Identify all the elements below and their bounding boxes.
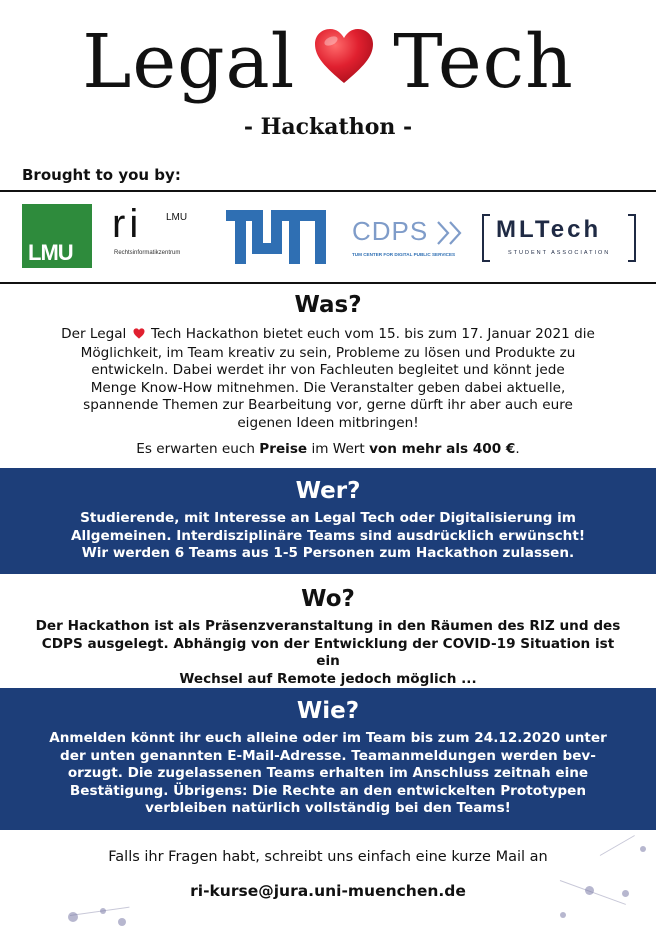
section-was-prizes <box>0 441 656 459</box>
was-text-start: Der Legal <box>61 326 127 342</box>
riz-logo-caption: Rechtsinformatikzentrum <box>114 250 181 256</box>
section-wie-text <box>0 730 656 818</box>
prizes-text-e: . <box>515 440 520 457</box>
cdps-logo-text: CDPS <box>352 216 429 246</box>
prizes-text-a: Es erwarten euch <box>136 440 260 457</box>
section-wie <box>0 688 656 830</box>
title-tech: Tech <box>393 19 574 105</box>
section-wer-heading: Wer? <box>295 478 361 504</box>
section-was <box>0 290 656 458</box>
title-legal: Legal <box>82 19 296 105</box>
lmu-logo-text: LMU <box>28 240 73 265</box>
lmu-logo <box>22 204 92 268</box>
wie-text-line3: orzugt. Die zugelassenen Teams erhalten im Anschluss zeitnah eine <box>67 765 589 782</box>
mltech-logo-caption: STUDENT ASSOCIATION <box>508 250 611 256</box>
was-text-line5: spannende Themen zur Bearbeitung vor, gerne dürft ihr aber auch eure <box>83 397 573 414</box>
wie-text-line1: Anmelden könnt ihr euch alleine oder im Team bis zum 24.12.2020 unter <box>49 730 607 746</box>
riz-logo-sup: LMU <box>166 212 188 223</box>
was-text-line2: Möglichkeit, im Team kreativ zu sein, Probleme zu lösen und Produkte zu <box>80 344 576 361</box>
section-wo-text <box>0 618 656 688</box>
divider-top <box>0 190 656 192</box>
section-was-heading: Was? <box>294 292 362 318</box>
wo-text-line1: Der Hackathon ist als Präsenzveranstaltung in den Räumen des RIZ und des <box>35 618 621 634</box>
heart-icon-small <box>133 327 145 345</box>
tum-logo <box>226 210 326 264</box>
riz-logo <box>112 202 202 266</box>
divider-bottom <box>0 282 656 284</box>
wie-text-line4: Bestätigung. Übrigens: Die Rechte an den entwickelten Prototypen <box>69 782 587 799</box>
sponsors-label: Brought to you by: <box>22 166 181 184</box>
wer-text-line2: Allgemeinen. Interdisziplinäre Teams sind ausdrücklich erwünscht! <box>70 527 586 544</box>
section-wo <box>0 584 656 688</box>
wo-text-line2: CDPS ausgelegt. Abhängig von der Entwicklung der COVID-19 Situation ist ein <box>41 635 615 670</box>
prizes-text-b: Preise <box>259 440 308 457</box>
section-was-text <box>0 326 656 433</box>
wo-text-line3: Wechsel auf Remote jedoch möglich ... <box>179 670 477 687</box>
wie-text-line2: der unten genannten E-Mail-Adresse. Teamanmeldungen werden bev- <box>60 747 596 764</box>
riz-logo-text: ri <box>112 202 143 246</box>
section-wo-heading: Wo? <box>301 586 355 612</box>
wer-text-line1: Studierende, mit Interesse an Legal Tech oder Digitalisierung im <box>80 510 576 526</box>
mltech-bracket-right <box>628 214 636 262</box>
poster-subtitle: - Hackathon - <box>243 114 413 140</box>
section-wer-text <box>0 510 656 563</box>
cdps-chevron-icon <box>436 220 466 246</box>
wer-text-line3: Wir werden 6 Teams aus 1-5 Personen zum Hackathon zulassen. <box>81 545 575 562</box>
was-text-line6: eigenen Ideen mitbringen! <box>237 414 419 431</box>
section-wer <box>0 468 656 574</box>
cdps-logo-caption: TUM CENTER FOR DIGITAL PUBLIC SERVICES <box>352 252 456 257</box>
was-text-line1: Tech Hackathon bietet euch vom 15. bis zum 17. Januar 2021 die <box>150 326 595 342</box>
mltech-logo <box>482 214 636 264</box>
cdps-logo <box>352 216 467 266</box>
sponsor-logos <box>0 196 656 280</box>
prizes-text-c: im Wert <box>307 440 370 457</box>
mltech-logo-text: MLTech <box>496 216 602 243</box>
prizes-text-d: von mehr als 400 € <box>369 440 516 457</box>
heart-icon <box>313 12 375 108</box>
contact-email-link[interactable]: ri-kurse@jura.uni-muenchen.de <box>190 882 466 900</box>
mltech-bracket-left <box>482 214 490 262</box>
section-wie-heading: Wie? <box>296 698 360 724</box>
was-text-line3: entwickeln. Dabei werdet ihr von Fachleuten begleitet und könnt jede <box>91 362 565 379</box>
was-text-line4: Menge Know-How mitnehmen. Die Veranstalter geben dabei aktuelle, <box>90 379 566 396</box>
tum-logo-mark <box>226 210 326 264</box>
poster-title <box>0 14 656 116</box>
wie-text-line5: verbleiben natürlich vollständig bei den Teams! <box>145 800 511 817</box>
contact-text: Falls ihr Fragen habt, schreibt uns einfach eine kurze Mail an <box>108 849 548 865</box>
